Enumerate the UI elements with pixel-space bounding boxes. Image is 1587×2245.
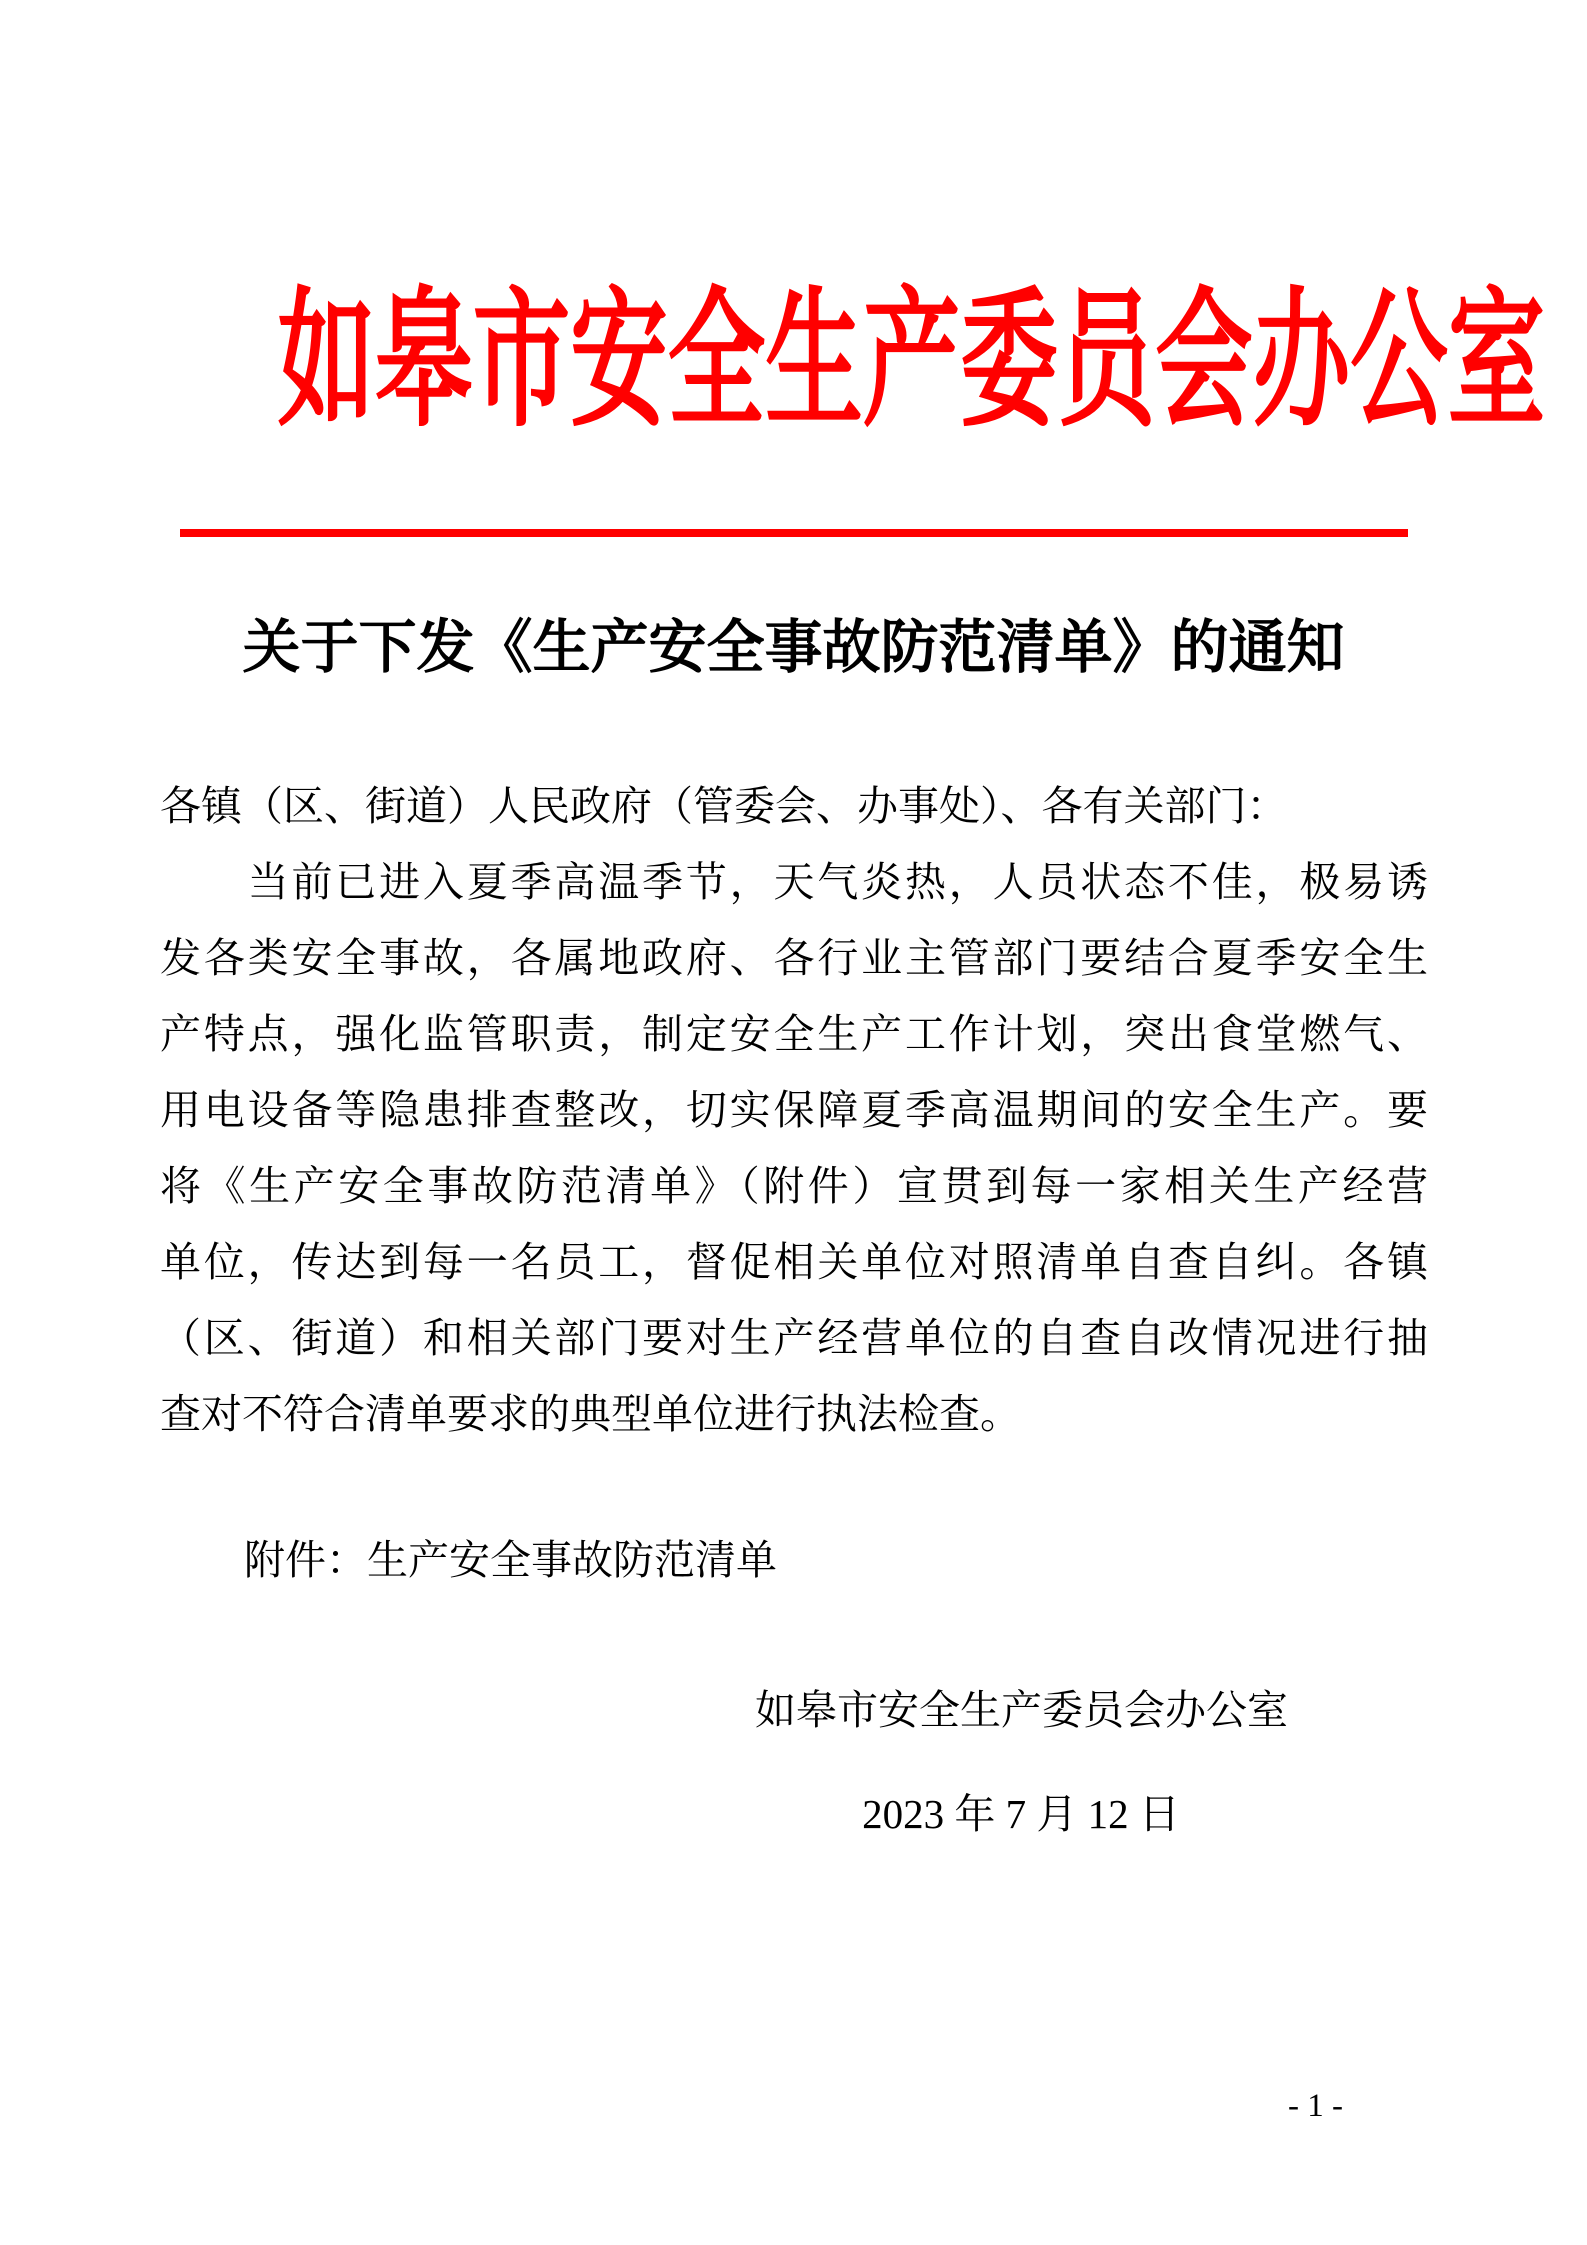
- body-line: 用电设备等隐患排查整改，切实保障夏季高温期间的安全生产。要: [160, 1087, 1428, 1133]
- salutation-line: 各镇（区、街道）人民政府（管委会、办事处）、各有关部门：: [160, 783, 1288, 829]
- notice-body: [160, 768, 1428, 1452]
- signature-org: 如皋市安全生产委员会办公室: [755, 1687, 1288, 1733]
- body-line: 将《生产安全事故防范清单》（附件）宣贯到每一家相关生产经营: [160, 1163, 1428, 1209]
- attachment-line: 附件：生产安全事故防范清单: [244, 1537, 777, 1583]
- letterhead-org-title: 如皋市安全生产委员会办公室: [277, 279, 1546, 445]
- page-number: - 1 -: [1288, 2088, 1343, 2124]
- body-line: 单位，传达到每一名员工，督促相关单位对照清单自查自纠。各镇: [160, 1239, 1428, 1285]
- body-line: 当前已进入夏季高温季节，天气炎热，人员状态不佳，极易诱: [160, 859, 1428, 905]
- body-line: 产特点，强化监管职责，制定安全生产工作计划，突出食堂燃气、: [160, 1011, 1428, 1057]
- letterhead-divider-rule: [180, 529, 1408, 537]
- signature-date: 2023 年 7 月 12 日: [862, 1791, 1180, 1837]
- body-line: 发各类安全事故，各属地政府、各行业主管部门要结合夏季安全生: [160, 935, 1428, 981]
- body-line: （区、街道）和相关部门要对生产经营单位的自查自改情况进行抽: [160, 1315, 1428, 1361]
- body-line: 查对不符合清单要求的典型单位进行执法检查。: [160, 1391, 1021, 1437]
- notice-title: 关于下发《生产安全事故防范清单》的通知: [242, 615, 1345, 680]
